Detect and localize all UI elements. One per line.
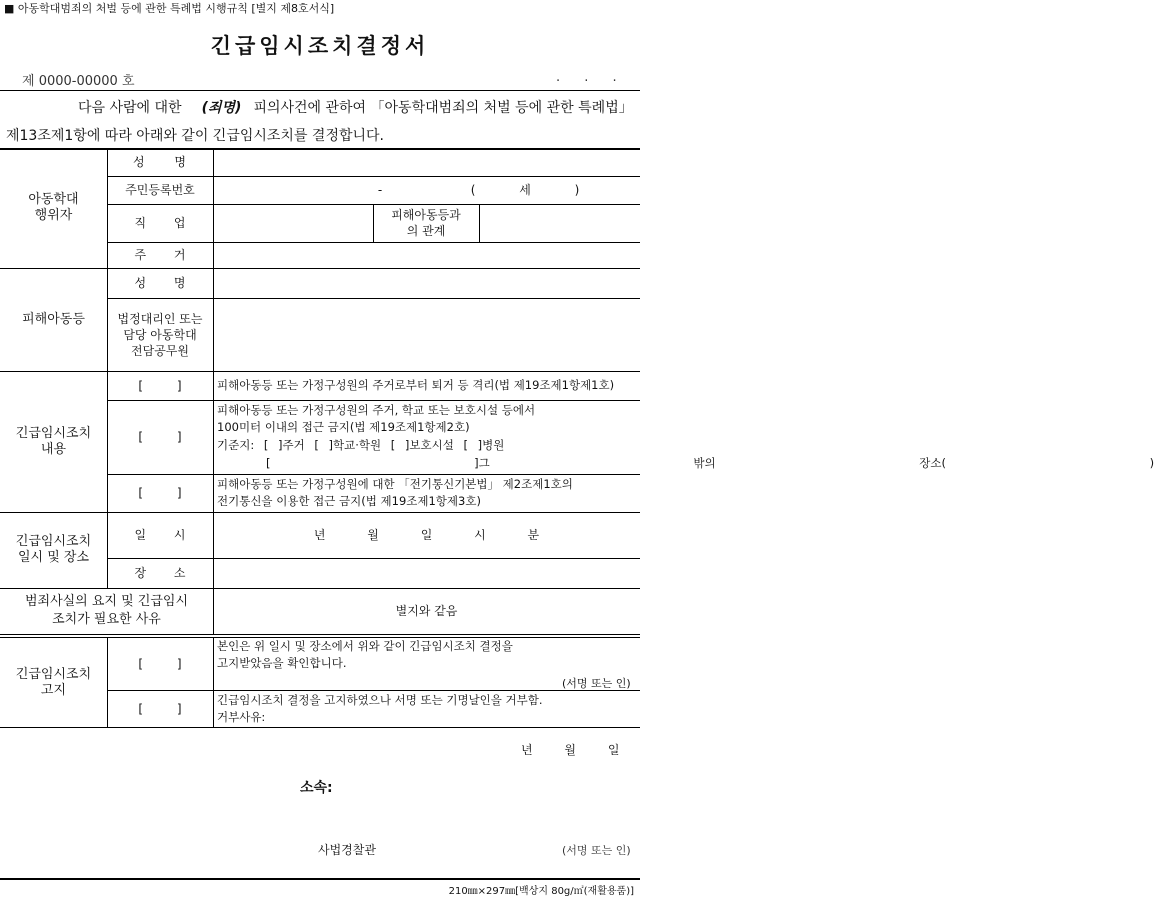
perpetrator-name-label: 성 명 [133, 155, 187, 169]
datetime-place-label: 장 소 [134, 566, 186, 580]
measure-2-line1: 피해아동등 또는 가정구성원의 주거, 학교 또는 보호시설 등에서 [217, 403, 536, 417]
col-divider-notice-2 [213, 638, 214, 727]
perpetrator-relation-field[interactable] [479, 204, 640, 242]
footer-date: 년 월 일 [521, 743, 620, 757]
footer-sign-label: (서명 또는 인) [562, 844, 631, 857]
measure-3-line1: 피해아동등 또는 가정구성원에 대한 「전기통신기본법」 제2조제1호의 [217, 477, 573, 491]
perpetrator-address-label: 주 거 [134, 248, 186, 262]
form-header: ■ 아동학대범죄의 처벌 등에 관한 특례법 시행규칙 [별지 제8호서식] [4, 2, 335, 15]
datetime-when-label: 일 시 [134, 528, 186, 542]
footer-rule [0, 878, 640, 880]
document-number: 제 0000-00000 호 [22, 74, 135, 89]
datetime-when-field[interactable]: 년 월 일 시 분 [313, 528, 540, 542]
intro-paragraph [6, 94, 636, 150]
intro-part1: 다음 사람에 대한 [78, 100, 182, 116]
measures-section-label: 긴급임시조치 내용 [15, 425, 92, 457]
measure-2-line4: [ ]그 밖의 장소( ) [266, 456, 1154, 470]
victim-name-label: 성 명 [134, 276, 186, 290]
footer-officer-label: 사법경찰관 [318, 843, 376, 857]
perpetrator-rrn-label: 주민등록번호 [125, 183, 195, 197]
perpetrator-rrn-field[interactable]: - [377, 183, 383, 197]
perpetrator-relation-label: 피해아동등과 의 관계 [391, 208, 461, 238]
measure-1-text: 피해아동등 또는 가정구성원의 주거로부터 퇴거 등 격리(법 제19조제1항제1호) [217, 378, 615, 392]
reason-section-label: 범죄사실의 요지 및 긴급임시 조치가 필요한 사유 [24, 594, 189, 627]
crime-name: (죄명) [201, 100, 242, 116]
measure-3-checkbox[interactable]: [ ] [138, 486, 182, 500]
perpetrator-address-field[interactable] [213, 242, 640, 268]
rule-top [0, 90, 640, 91]
notice-sign-label: (서명 또는 인) [562, 677, 631, 690]
measure-2-checkbox[interactable]: [ ] [138, 430, 182, 444]
notice-refuse-line1: 긴급임시조치 결정을 고지하였으나 서명 또는 기명날인을 거부함. [217, 693, 543, 707]
datetime-place-field[interactable] [213, 558, 640, 588]
date-dots: . . . [556, 70, 627, 85]
victim-name-field[interactable] [213, 268, 640, 298]
intro-part2: 피의사건에 관하여 「아동학대범죄의 처벌 등에 관한 특례법」 제13조제1항에 따라 아래와 같이 긴급임시조치를 결정합니다. [6, 100, 633, 144]
perpetrator-job-field[interactable] [213, 204, 373, 242]
measure-2-line3: 기준지: [ ]주거 [ ]학교·학원 [ ]보호시설 [ ]병원 [217, 438, 505, 452]
notice-confirm-line1: 본인은 위 일시 및 장소에서 위와 같이 긴급임시조치 결정을 [217, 639, 513, 653]
perpetrator-age-field[interactable]: ( 세 ) [470, 183, 580, 197]
table-bottom-rule [0, 727, 640, 728]
measure-2-line2: 100미터 이내의 접근 금지(법 제19조제1항제2호) [217, 420, 470, 434]
perpetrator-job-label: 직 업 [134, 216, 186, 230]
measure-3-line2: 전기통신을 이용한 접근 금지(법 제19조제1항제3호) [217, 494, 481, 508]
paper-spec: 210㎜×297㎜[백상지 80g/㎡(재활용품)] [448, 886, 634, 897]
reason-value: 별지와 같음 [395, 604, 458, 618]
notice-confirm-line2: 고지받았음을 확인합니다. [217, 656, 347, 670]
perpetrator-section-label: 아동학대 행위자 [28, 192, 79, 223]
victim-section-label: 피해아동등 [22, 311, 85, 327]
measure-1-checkbox[interactable]: [ ] [138, 378, 182, 393]
footer-affiliation-label: 소속: [300, 780, 333, 796]
notice-refuse-line2: 거부사유: [217, 710, 266, 724]
perpetrator-name-field[interactable] [213, 148, 640, 176]
notice-section-label: 긴급임시조치 고지 [15, 666, 92, 698]
datetime-section-label: 긴급임시조치 일시 및 장소 [15, 534, 92, 565]
notice-confirm-checkbox[interactable]: [ ] [138, 657, 182, 671]
victim-representative-field[interactable] [213, 298, 640, 371]
page-title: 긴급임시조치결정서 [210, 34, 430, 58]
notice-refuse-checkbox[interactable]: [ ] [138, 701, 182, 716]
victim-representative-label: 법정대리인 또는 담당 아동학대 전담공무원 [117, 311, 203, 358]
